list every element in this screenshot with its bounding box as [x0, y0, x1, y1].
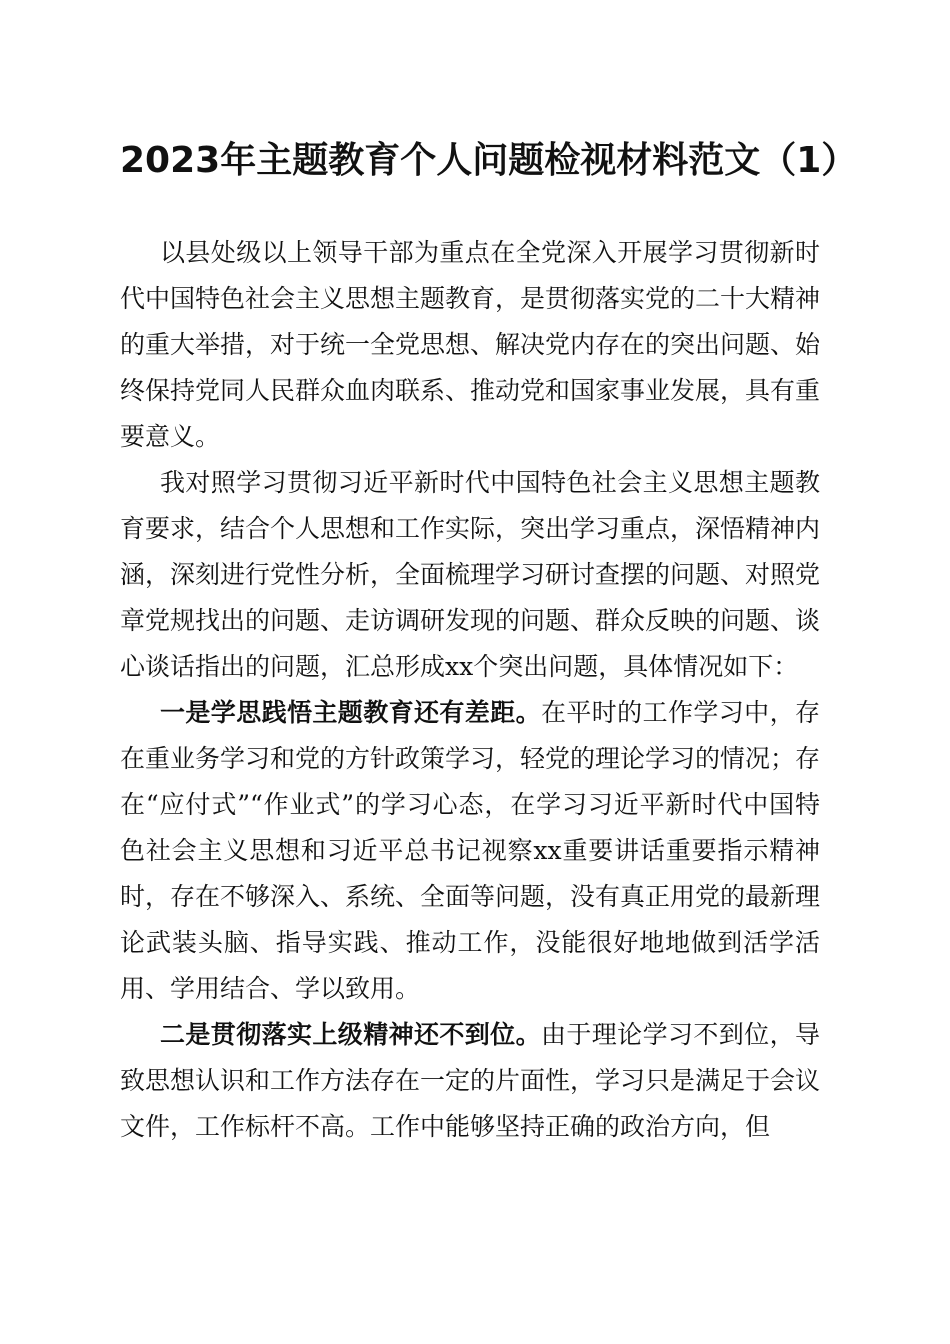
document-title: 2023年主题教育个人问题检视材料范文（1） [120, 140, 858, 181]
paragraph-issue-2 [120, 1012, 820, 1150]
paragraph-text: 以县处级以上领导干部为重点在全党深入开展学习贯彻新时代中国特色社会主义思想主题教育，是贯彻落实党的二十大精神的重大举措，对于统一全党思想、解决党内存在的突出问题、始终保持党同人民群众血肉联系、推动党和国家事业发展，具有重要意义。 [120, 238, 821, 451]
paragraph-text: 我对照学习贯彻习近平新时代中国特色社会主义思想主题教育要求，结合个人思想和工作实际，突出学习重点，深悟精神内涵，深刻进行党性分析，全面梳理学习研讨查摆的问题、对照党章党规找出的问题、走访调研发现的问题、群众反映的问题、谈心谈话指出的问题，汇总形成xx个突出问题，具体情况如下： [120, 468, 821, 681]
paragraph-text: 由于理论学习不到位，导致思想认识和工作方法存在一定的片面性，学习只是满足于会议文件，工作标杆不高。工作中能够坚持正确的政治方向，但 [120, 1020, 821, 1141]
paragraph-lead: 一是学思践悟主题教育还有差距。 [160, 698, 541, 727]
paragraph-issue-1 [120, 690, 820, 1012]
paragraph-overview [120, 460, 820, 690]
paragraph-text: 在平时的工作学习中，存在重业务学习和党的方针政策学习，轻党的理论学习的情况；存在“应付式”“作业式”的学习心态，在学习习近平新时代中国特色社会主义思想和习近平总书记视察xx重要讲话重要指示精神时，存在不够深入、系统、全面等问题，没有真正用党的最新理论武装头脑、指导实践、推动工作，没能很好地地做到活学活用、学用结合、学以致用。 [120, 698, 821, 1003]
paragraph-intro [120, 230, 820, 460]
paragraph-lead: 二是贯彻落实上级精神还不到位。 [160, 1020, 541, 1049]
document-body [120, 230, 820, 1150]
